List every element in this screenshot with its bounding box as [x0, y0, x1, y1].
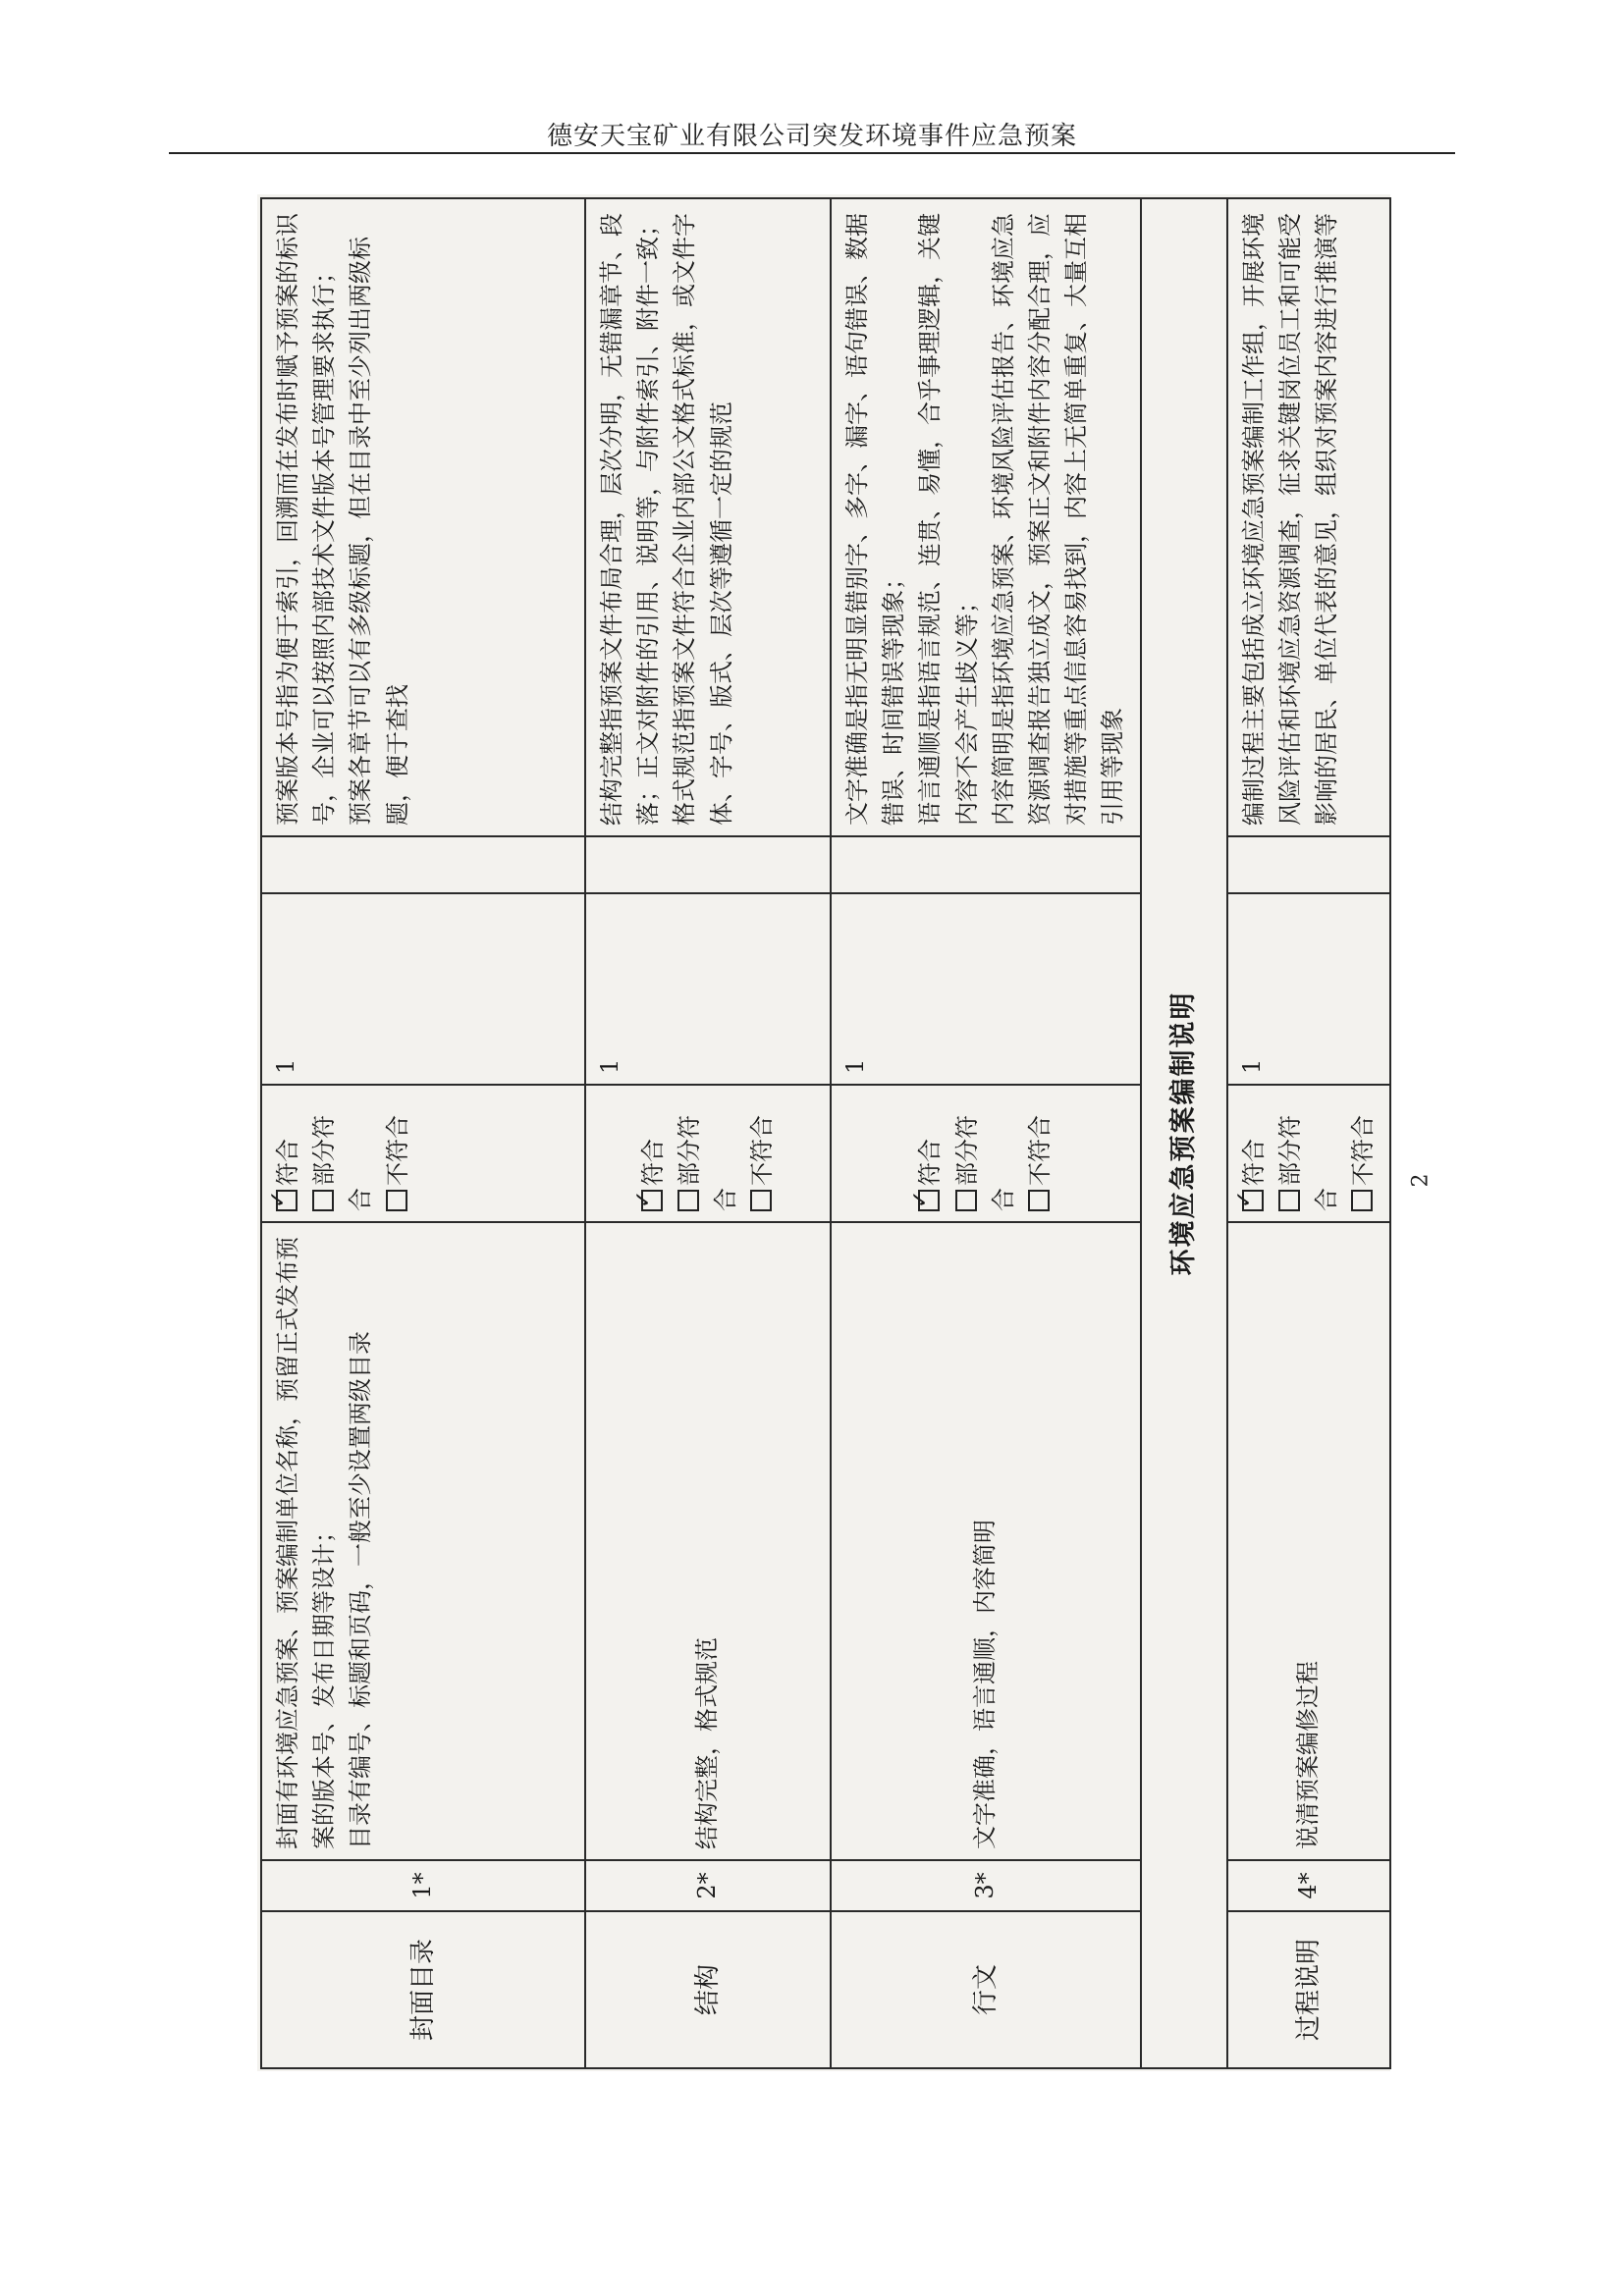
page-number: 2	[1408, 1173, 1434, 1188]
checked-box-icon[interactable]	[276, 1190, 298, 1211]
option-label: 不符合	[1349, 1115, 1378, 1186]
row-category: 结构	[585, 1911, 831, 2068]
row-requirement	[1227, 1222, 1391, 1860]
checkbox-icon[interactable]	[1028, 1190, 1050, 1211]
explanation-line: 文字准确是指无明显错别字、多字、漏字、语句错误、数据错误、时间错误等现象；	[843, 213, 908, 826]
requirement-line: 说清预案编修过程	[1294, 1661, 1323, 1849]
row-category: 行文	[831, 1911, 1141, 2068]
section-title: 环境应急预案编制说明	[1141, 198, 1227, 2068]
row-number: 1*	[261, 1860, 585, 1911]
row-requirement	[585, 1222, 831, 1860]
option-item[interactable]	[380, 1095, 416, 1211]
row-score: 1	[261, 893, 585, 1085]
checked-box-icon[interactable]	[1242, 1190, 1264, 1211]
row-explanation	[1227, 198, 1391, 836]
table-row	[831, 198, 1141, 2068]
option-label: 不符合	[748, 1115, 777, 1186]
option-item[interactable]	[949, 1095, 1022, 1211]
explanation-line: 格式规范指预案文件符合企业内部公文格式标准，或文件字体、字号、版式、层次等遵循一定的规范	[671, 213, 735, 826]
row-category: 封面目录	[261, 1911, 585, 2068]
option-label: 不符合	[383, 1115, 411, 1186]
section-row	[1141, 198, 1227, 2068]
option-label: 部分符合	[310, 1115, 375, 1211]
option-item[interactable]	[635, 1095, 672, 1211]
checkbox-icon[interactable]	[677, 1190, 699, 1211]
explanation-line: 编制过程主要包括成立环境应急预案编制工作组，开展环境风险评估和环境应急资源调查，征求关键岗位员工和可能受影响的居民、单位代表的意见，组织对预案内容进行推演等	[1239, 213, 1340, 826]
option-label: 部分符合	[675, 1115, 739, 1211]
option-item[interactable]	[912, 1095, 948, 1211]
option-item[interactable]	[744, 1095, 781, 1211]
option-item[interactable]	[1345, 1095, 1381, 1211]
row-options	[831, 1085, 1141, 1222]
explanation-line: 预案各章节可以有多级标题，但在目录中至少列出两级标题，便于查找	[347, 237, 411, 826]
requirement-line: 结构完整，格式规范	[693, 1637, 722, 1849]
header-divider	[169, 152, 1455, 154]
option-item[interactable]	[1272, 1095, 1345, 1211]
explanation-line: 结构完整指预案文件布局合理，层次分明，无错漏章节、段落；正文对附件的引用、说明等，与附件索引、附件一致；	[598, 213, 663, 826]
option-item[interactable]	[672, 1095, 744, 1211]
requirement-line: 文字准确，语言通顺，内容简明	[971, 1520, 1000, 1849]
row-category: 过程说明	[1227, 1911, 1391, 2068]
checkbox-icon[interactable]	[386, 1190, 407, 1211]
checkbox-icon[interactable]	[955, 1190, 977, 1211]
review-table	[260, 197, 1391, 2069]
explanation-line: 语言通顺是指语言规范、连贯、易懂，合乎事理逻辑，关键内容不会产生歧义等；	[916, 213, 981, 826]
table-row	[585, 198, 831, 2068]
option-item[interactable]	[1236, 1095, 1272, 1211]
row-options	[585, 1085, 831, 1222]
table-row	[261, 198, 585, 2068]
row-explanation	[585, 198, 831, 836]
row-requirement	[261, 1222, 585, 1860]
option-label: 部分符合	[1275, 1115, 1340, 1211]
option-label: 部分符合	[952, 1115, 1017, 1211]
row-blank-cell	[831, 836, 1141, 893]
row-score: 1	[1227, 893, 1391, 1085]
row-number: 4*	[1227, 1860, 1391, 1911]
explanation-line: 预案版本号指为便于索引，回溯而在发布时赋予预案的标识号，企业可以按照内部技术文件版本号管理要求执行；	[274, 213, 339, 826]
row-blank-cell	[1227, 836, 1391, 893]
option-label: 不符合	[1025, 1115, 1054, 1186]
option-item[interactable]	[306, 1095, 379, 1211]
document-header-title: 德安天宝矿业有限公司突发环境事件应急预案	[546, 122, 1077, 151]
row-blank-cell	[261, 836, 585, 893]
checkbox-icon[interactable]	[312, 1190, 334, 1211]
option-label: 符合	[916, 1139, 945, 1186]
row-options	[1227, 1085, 1391, 1222]
checkbox-icon[interactable]	[1351, 1190, 1373, 1211]
option-label: 符合	[1239, 1139, 1268, 1186]
checked-box-icon[interactable]	[918, 1190, 940, 1211]
table-row	[1227, 198, 1391, 2068]
checkbox-icon[interactable]	[750, 1190, 772, 1211]
explanation-line: 内容简明是指环境应急预案、环境风险评估报告、环境应急资源调查报告独立成文，预案正文和附件内容分配合理，应对措施等重点信息容易找到，内容上无简单重复、大量互相引用等现象	[989, 213, 1127, 826]
row-number: 3*	[831, 1860, 1141, 1911]
row-requirement	[831, 1222, 1141, 1860]
requirement-line: 目录有编号、标题和页码，一般至少设置两级目录	[347, 1331, 375, 1849]
requirement-line: 封面有环境应急预案、预案编制单位名称，预留正式发布预案的版本号、发布日期等设计；	[274, 1237, 339, 1849]
row-explanation	[831, 198, 1141, 836]
row-explanation	[261, 198, 585, 836]
row-score: 1	[831, 893, 1141, 1085]
row-blank-cell	[585, 836, 831, 893]
rotated-table-container	[260, 199, 1389, 2069]
checkbox-icon[interactable]	[1278, 1190, 1300, 1211]
checked-box-icon[interactable]	[641, 1190, 663, 1211]
row-score: 1	[585, 893, 831, 1085]
option-item[interactable]	[1022, 1095, 1058, 1211]
option-label: 符合	[638, 1139, 667, 1186]
option-label: 符合	[274, 1139, 301, 1186]
row-number: 2*	[585, 1860, 831, 1911]
row-options	[261, 1085, 585, 1222]
option-item[interactable]	[270, 1095, 306, 1211]
